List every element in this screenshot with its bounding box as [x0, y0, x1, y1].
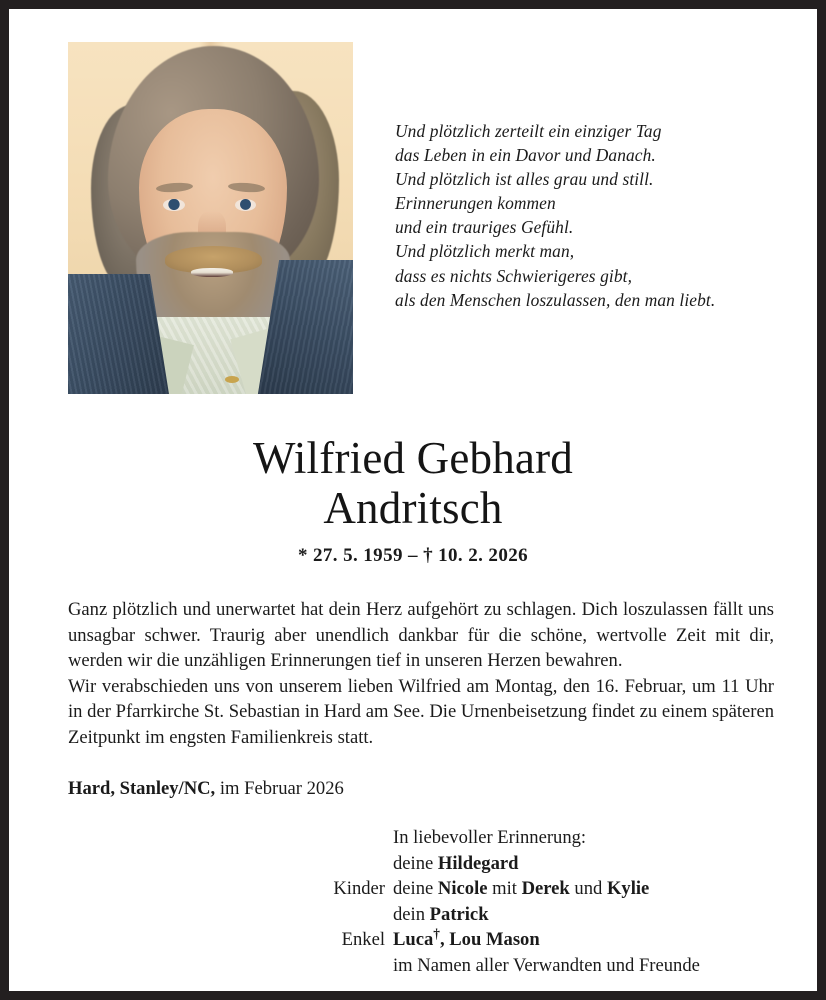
relation-prefix: deine	[393, 852, 438, 874]
place-and-date-line	[68, 776, 344, 802]
portrait-photo-image	[68, 42, 353, 394]
deceased-dagger-icon: †	[433, 926, 440, 942]
family-closing: im Namen aller Verwandten und Freunde	[393, 954, 700, 976]
family-row-children	[309, 876, 777, 902]
poem-line: Und plötzlich merkt man,	[395, 241, 575, 262]
poem-line: Und plötzlich ist alles grau und still.	[395, 169, 654, 190]
poem-line: und ein trauriges Gefühl.	[395, 217, 574, 238]
month-year-text: im Februar 2026	[215, 778, 344, 799]
deceased-dates: * 27. 5. 1959 – † 10. 2. 2026	[297, 545, 529, 566]
conjunction-and: und	[569, 878, 607, 900]
grandchild-names-rest: , Lou Mason	[439, 929, 540, 951]
family-row-value	[393, 851, 777, 877]
family-block	[309, 825, 777, 979]
place-text: Hard, Stanley/NC,	[68, 778, 216, 799]
family-row-label: Enkel	[341, 929, 385, 951]
family-heading-row	[309, 825, 777, 851]
survivor-name: Nicole	[437, 878, 488, 900]
survivor-name: Hildegard	[437, 852, 519, 874]
grandchild-name: Luca	[393, 929, 434, 951]
survivor-name: Derek	[521, 878, 570, 900]
relation-prefix: deine	[393, 878, 438, 900]
memorial-poem	[395, 119, 795, 312]
survivor-name: Patrick	[429, 903, 489, 925]
family-row-value	[393, 927, 777, 953]
relation-prefix: dein	[393, 903, 430, 925]
poem-line: Erinnerungen kommen	[395, 193, 556, 214]
family-row-son	[309, 902, 777, 928]
obituary-body	[68, 597, 774, 751]
poem-line: als den Menschen loszulassen, den man liebt.	[395, 289, 716, 310]
deceased-name-line-1: Wilfried Gebhard	[252, 433, 573, 483]
conjunction-with: mit	[487, 878, 522, 900]
obituary-paragraph-1: Ganz plötzlich und unerwartet hat dein Herz aufgehört zu schlagen. Dich loszulassen fällt uns unsagbar schwer. Traurig aber unendlich dankbar für die schöne, wertvolle Zeit mit dir, werden wir die unzähligen Erinnerungen tief in unseren Herzen bewahren.	[68, 599, 774, 672]
family-row-grandchildren	[309, 927, 777, 953]
deceased-name-block	[9, 433, 817, 567]
family-heading: In liebevoller Erinnerung:	[393, 827, 587, 848]
family-closing-row	[309, 953, 777, 979]
obituary-paragraph-2: Wir verabschieden uns von unserem lieben Wilfried am Montag, den 16. Februar, um 11 Uhr in der Pfarrkirche St. Sebastian in Hard am See. Die Urnenbeisetzung findet zu einem späteren Zeitpunkt im engsten Familienkreis statt.	[68, 675, 774, 748]
poem-line: Und plötzlich zerteilt ein einziger Tag	[395, 121, 662, 141]
notice-inner	[9, 9, 817, 991]
poem-line: das Leben in ein Davor und Danach.	[395, 145, 656, 166]
portrait-photo	[68, 42, 353, 394]
survivor-name: Kylie	[606, 878, 650, 900]
poem-line: dass es nichts Schwierigeres gibt,	[395, 265, 633, 286]
eye-right	[235, 199, 256, 211]
family-row-value	[393, 876, 777, 902]
survivor-name	[393, 926, 540, 951]
mouth	[191, 268, 234, 276]
family-row-label: Kinder	[333, 878, 385, 900]
family-row-spouse	[309, 851, 777, 877]
eye-left	[163, 199, 184, 211]
family-row-value	[393, 902, 777, 928]
deceased-name-line-2: Andritsch	[323, 483, 503, 533]
